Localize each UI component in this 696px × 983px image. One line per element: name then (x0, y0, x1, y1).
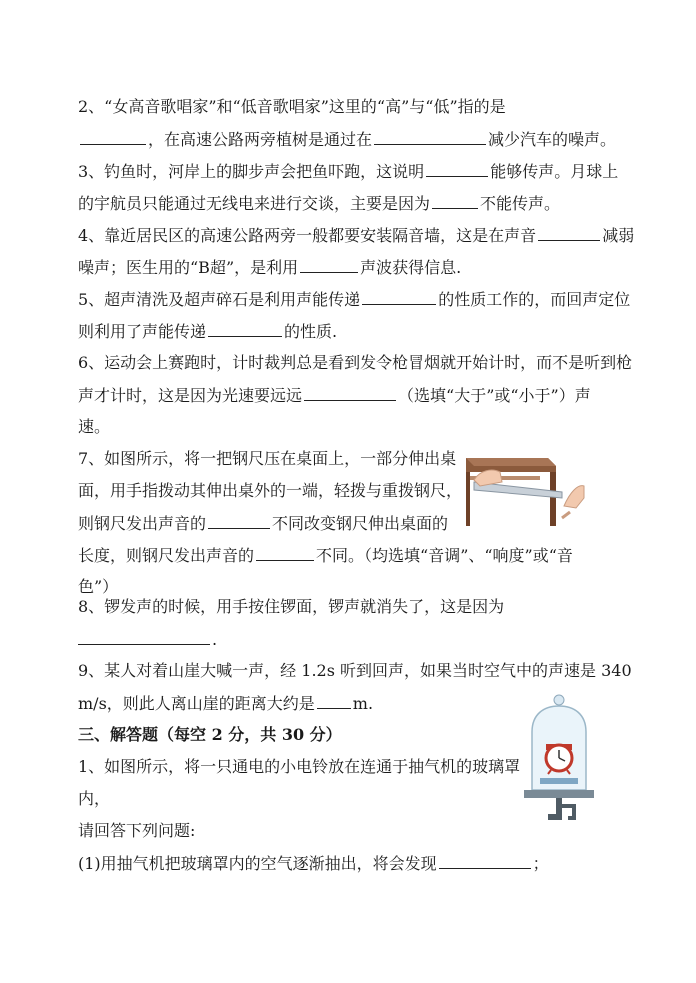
answer-blank[interactable] (208, 320, 282, 337)
answer-blank[interactable] (432, 192, 478, 209)
q7-line4: 长度，则钢尺发出声音的 不同。（均选填“音调”、“响度”或“音 (78, 546, 573, 565)
answer-blank[interactable] (374, 128, 486, 145)
answer-blank[interactable] (362, 288, 436, 305)
answer-blank[interactable] (208, 512, 270, 529)
q4-line1: 4、靠近居民区的高速公路两旁一般都要安装隔音墙，这是在声音 减弱 (78, 226, 635, 245)
q6-line1: 6、运动会上赛跑时，计时裁判总是看到发令枪冒烟就开始计时，而不是听到枪 (78, 353, 633, 372)
bell-jar-figure (518, 694, 600, 834)
q2-line1: 2、“女高音歌唱家”和“低音歌唱家”这里的“高”与“低”指的是 (78, 97, 506, 116)
q7-line3: 则钢尺发出声音的 不同改变钢尺伸出桌面的 (78, 514, 449, 533)
q5-line2: 则利用了声能传递 的性质. (78, 322, 338, 341)
answer-blank[interactable] (300, 256, 358, 273)
q3-line2: 的宇航员只能通过无线电来进行交谈，主要是因为 不能传声。 (78, 194, 561, 213)
q2-line2: ，在高速公路两旁植树是通过在 减少汽车的噪声。 (78, 128, 616, 151)
answer-blank[interactable] (426, 160, 488, 177)
answer-blank[interactable] (439, 852, 531, 869)
q3-line1: 3、钓鱼时，河岸上的脚步声会把鱼吓跑，这说明 能够传声。月球上 (78, 162, 619, 181)
answer-blank[interactable] (538, 224, 600, 241)
ruler-on-table-figure (466, 452, 590, 526)
q7-line2: 面，用手指拨动其伸出桌外的一端，轻拨与重拨钢尺， (78, 481, 463, 500)
q9-line2: m/s，则此人离山崖的距离大约是 m. (78, 694, 374, 713)
answer-blank[interactable] (304, 384, 396, 401)
s3q1-line4: (1)用抽气机把玻璃罩内的空气逐渐抽出，将会发现 ； (78, 854, 549, 873)
q9-line1: 9、某人对着山崖大喊一声，经 1.2s 听到回声，如果当时空气中的声速是 340 (78, 661, 632, 680)
s3q1-line1: 1、如图所示，将一只通电的小电铃放在连通于抽气机的玻璃罩 (78, 757, 521, 776)
answer-blank[interactable] (80, 128, 146, 145)
answer-blank[interactable] (78, 628, 210, 645)
q7-line1: 7、如图所示，将一把钢尺压在桌面上，一部分伸出桌 (78, 449, 457, 468)
section-heading: 三、解答题（每空 2 分，共 30 分） (78, 725, 342, 744)
s3q1-line3: 请回答下列问题: (78, 821, 196, 840)
q7-line5: 色”） (78, 577, 119, 596)
s3q1-line2: 内， (78, 789, 111, 808)
q4-line2: 噪声；医生用的“B超”，是利用 声波获得信息. (78, 258, 462, 277)
q5-line1: 5、超声清洗及超声碎石是利用声能传递 的性质工作的，而回声定位 (78, 290, 631, 309)
answer-blank[interactable] (317, 692, 351, 709)
q8-line1: 8、锣发声的时候，用手按住锣面，锣声就消失了，这是因为 (78, 597, 505, 616)
q8-line2: . (78, 628, 217, 651)
answer-blank[interactable] (256, 544, 314, 561)
q6-line3: 速。 (78, 417, 111, 436)
q6-line2: 声才计时，这是因为光速要远远 （选填“大于”或“小于”）声 (78, 386, 591, 405)
